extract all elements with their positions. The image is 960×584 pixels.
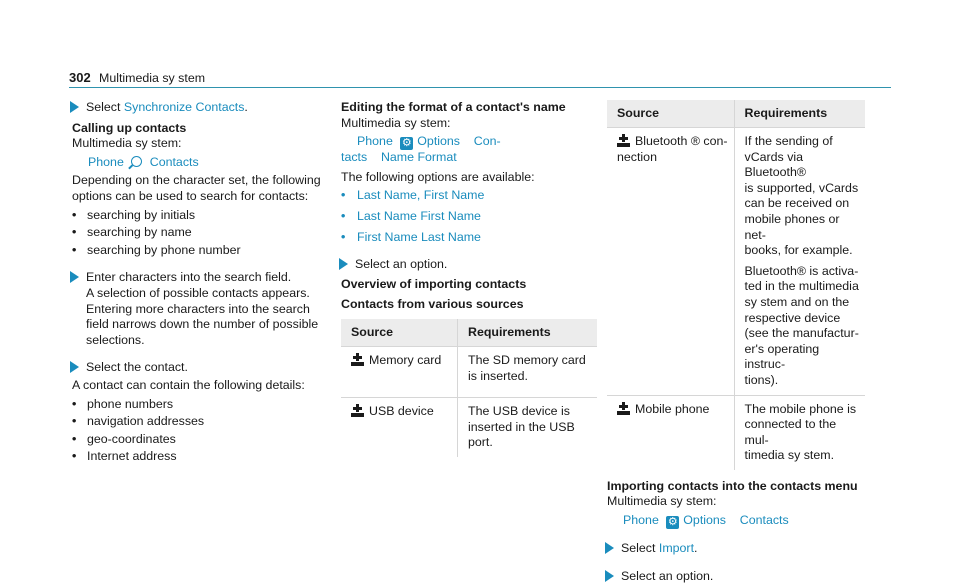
nav-path-name-format-2: tacts Name Format — [341, 150, 457, 165]
nav-phone[interactable]: Phone — [357, 134, 393, 149]
search-icon — [131, 156, 142, 167]
list-item: • searching by initials — [72, 208, 322, 224]
section-title: Multimedia sy stem — [99, 71, 206, 85]
column-2 — [341, 100, 597, 457]
nav-phone[interactable]: Phone — [88, 154, 124, 169]
table-header-requirements: Requirements — [458, 319, 598, 347]
step-select-option-2: Select an option. — [607, 569, 865, 584]
step-arrow-icon — [70, 101, 79, 113]
import-subtitle: Multimedia sy stem: — [607, 494, 717, 509]
bluetooth-icon — [617, 134, 630, 147]
column-1 — [72, 100, 322, 465]
step-arrow-icon — [339, 258, 348, 270]
option-first-last[interactable]: • First Name Last Name — [341, 230, 597, 246]
step-select-option: Select an option. — [341, 257, 597, 273]
step-arrow-icon — [70, 361, 79, 373]
table-row: Mobile phone The mobile phone is connected to the mul- timedia sy stem. — [607, 395, 865, 470]
list-item: • phone numbers — [72, 397, 322, 413]
list-item: • searching by phone number — [72, 243, 322, 259]
nav-options[interactable]: Options — [417, 134, 460, 149]
nav-contacts[interactable]: Contacts — [149, 154, 199, 169]
step-select-contact: Select the contact. — [72, 360, 322, 376]
step-arrow-icon — [605, 570, 614, 582]
list-item: • navigation addresses — [72, 414, 322, 430]
overview-title: Overview of importing contacts — [341, 276, 527, 291]
sources-title: Contacts from various sources — [341, 297, 524, 312]
list-item: • Internet address — [72, 449, 322, 465]
mobile-phone-icon — [617, 402, 630, 415]
calling-subtitle: Multimedia sy stem: — [72, 136, 182, 151]
nav-contacts[interactable]: Contacts — [739, 513, 789, 528]
import-title: Importing contacts into the contacts menu — [607, 478, 858, 493]
table-header-requirements: Requirements — [734, 100, 865, 128]
options-intro: The following options are available: — [341, 169, 535, 184]
import-link[interactable]: Import — [658, 541, 695, 556]
sources-table-continued — [607, 100, 865, 470]
gear-icon: ⚙ — [667, 516, 678, 529]
nav-path-name-format — [341, 134, 597, 150]
nav-contacts[interactable]: Con- — [473, 134, 501, 149]
nav-path-import — [607, 513, 865, 529]
step-arrow-icon — [605, 542, 614, 554]
para-depending-1: Depending on the character set, the following — [72, 173, 321, 188]
step-select-import: Select Import. — [607, 541, 865, 557]
step-select-synchronize: Select Synchronize Contacts. — [72, 100, 322, 116]
edit-format-subtitle: Multimedia sy stem: — [341, 115, 451, 130]
nav-phone[interactable]: Phone — [623, 513, 659, 528]
option-last-first[interactable]: • Last Name First Name — [341, 209, 597, 225]
synchronize-contacts-link[interactable]: Synchronize Contacts — [123, 100, 245, 114]
memory-card-icon — [351, 353, 364, 366]
table-header-source: Source — [607, 100, 734, 128]
page-number: 302 — [69, 70, 91, 85]
step-enter-characters: Enter characters into the search field. A selection of possible contacts appears. Entering more characters into the search field narrows down the number of possible selections. — [72, 270, 322, 348]
nav-path-calling — [72, 155, 322, 171]
table-header-source: Source — [341, 319, 458, 347]
step-arrow-icon — [70, 271, 79, 283]
para-contact-details: A contact can contain the following details: — [72, 377, 305, 392]
sources-table — [341, 319, 597, 457]
table-row: Bluetooth ® con- nection If the sending of vCards via Bluetooth® is supported, vCards can be received on mobile phones or net- books, for example. Bluetooth® is activa- ted in the multimedia sy stem and on the respective device (see the manufactur- er's operating instruc- tions). — [607, 128, 865, 396]
table-row: Memory card The SD memory card is inserted. — [341, 346, 597, 397]
gear-icon: ⚙ — [401, 137, 412, 150]
table-row: USB device The USB device is inserted in the USB port. — [341, 397, 597, 456]
nav-options[interactable]: Options — [683, 513, 726, 528]
column-3 — [607, 100, 865, 584]
para-depending-2: options can be used to search for contacts: — [72, 188, 309, 203]
edit-format-title: Editing the format of a contact's name — [341, 100, 566, 114]
list-item: • geo-coordinates — [72, 432, 322, 448]
calling-title: Calling up contacts — [72, 120, 187, 135]
option-last-first-comma[interactable]: • Last Name, First Name — [341, 188, 597, 204]
list-item: • searching by name — [72, 225, 322, 241]
header-rule — [69, 87, 891, 88]
usb-device-icon — [351, 404, 364, 417]
nav-name-format[interactable]: Name Format — [380, 150, 457, 165]
